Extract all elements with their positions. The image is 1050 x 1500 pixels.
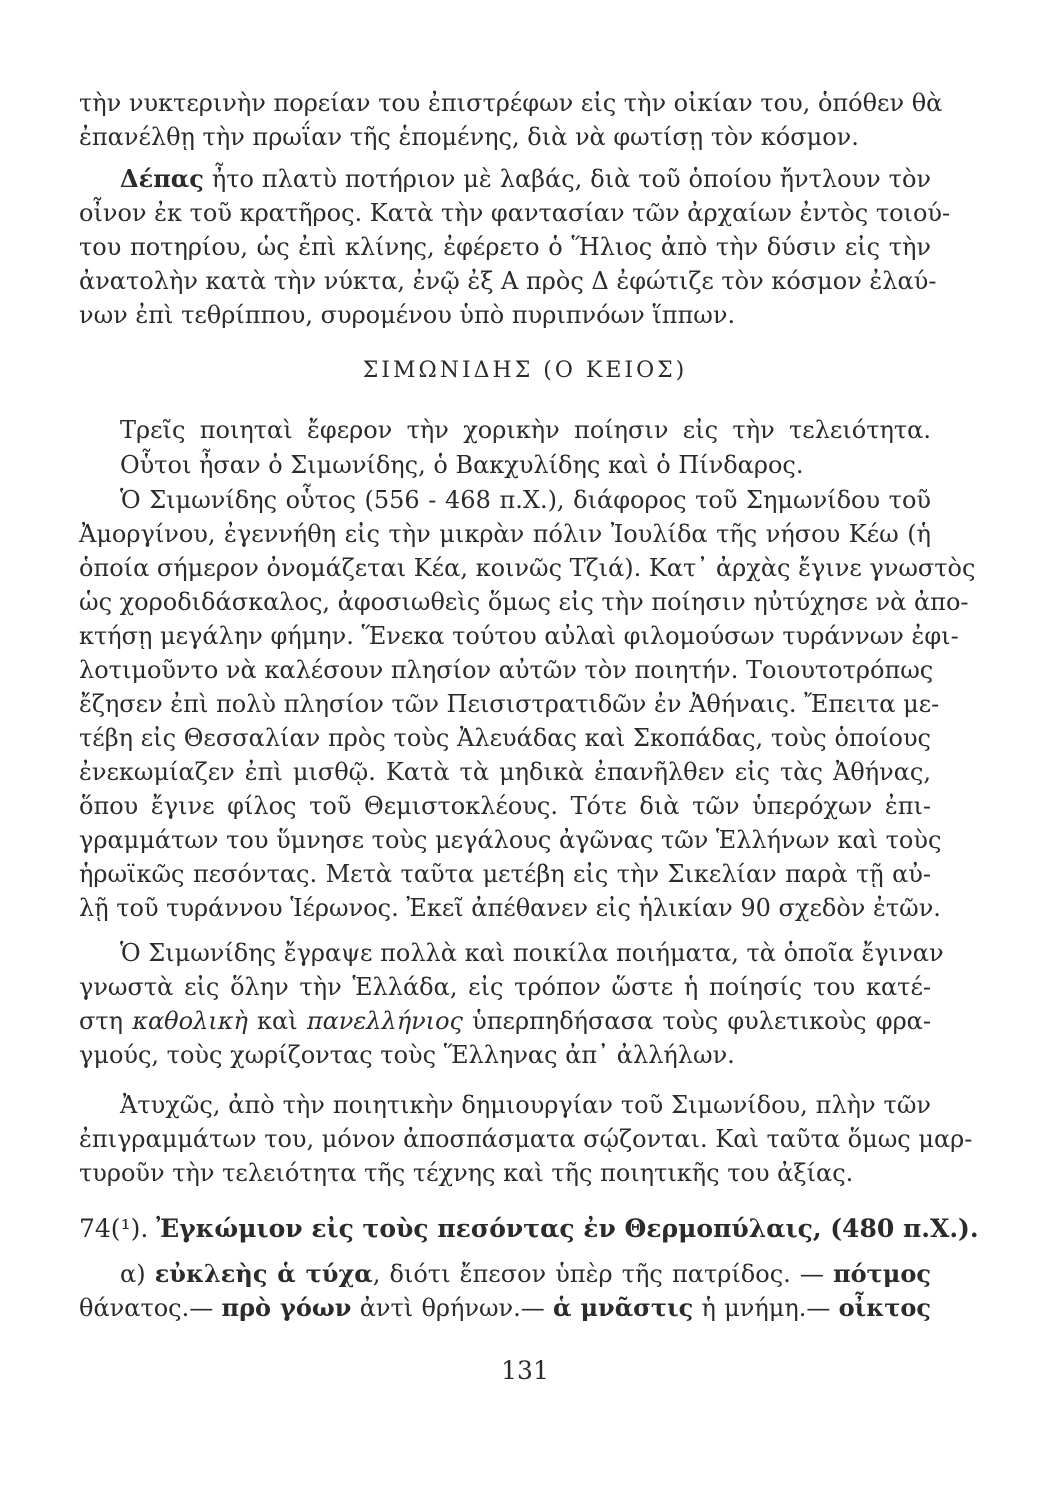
line-text: α) bbox=[120, 1260, 155, 1288]
line-text: Τρεῖς ποιηταὶ ἔφερον τὴν χορικὴν ποίησιν εἰς τὴν τελειότητα. bbox=[120, 416, 931, 444]
line-text: ἀνατολὴν κατὰ τὴν νύκτα, ἐνῷ ἐξ Α πρὸς Δ ἐφώτιζε τὸν κόσμον ἐλαύ- bbox=[79, 267, 937, 295]
line-text: ἡρωϊκῶς πεσόντας. Μετὰ ταῦτα μετέβη εἰς τὴν Σικελίαν παρὰ τῇ αὐ- bbox=[79, 860, 931, 888]
bold-term: πρὸ γόων bbox=[221, 1293, 352, 1322]
line-text: ἦτο πλατὺ ποτήριον μὲ λαβάς, διὰ τοῦ ὁποίου ἤντλουν τὸν bbox=[203, 165, 931, 193]
text-line bbox=[120, 936, 944, 970]
line-text: ὅπου ἔγινε φίλος τοῦ Θεμιστοκλέους. Τότε διὰ τῶν ὑπερόχων ἐπι- bbox=[79, 792, 931, 820]
line-text: κτήσῃ μεγάλην φήμην. Ἕνεκα τούτου αὐλαὶ φιλομούσων τυράννων ἐφι- bbox=[79, 622, 959, 650]
text-line bbox=[79, 230, 931, 264]
text-line bbox=[79, 120, 931, 154]
bold-term: ἁ μνᾶστις bbox=[553, 1293, 694, 1322]
line-text: τὴν νυκτερινὴν πορείαν του ἐπιστρέφων εἰς τὴν οἰκίαν του, ὁπόθεν θὰ bbox=[79, 89, 943, 117]
line-text: τυροῦν τὴν τελειότητα τῆς τέχνης καὶ τῆς ποιητικῆς του ἀξίας. bbox=[79, 1159, 854, 1187]
line-text: Ὁ Σιμωνίδης ἔγραψε πολλὰ καὶ ποικίλα ποιήματα, τὰ ὁποῖα ἔγιναν bbox=[120, 939, 944, 967]
text-line bbox=[79, 823, 942, 857]
text-line bbox=[79, 551, 976, 585]
page-number: 131 bbox=[501, 1356, 549, 1385]
text-line bbox=[79, 619, 959, 653]
bold-term: Δέπας bbox=[120, 164, 204, 193]
section-heading bbox=[0, 354, 1050, 388]
line-text: ΣΙΜΩΝΙΔΗΣ (Ο ΚΕΙΟΣ) bbox=[362, 358, 688, 383]
text-line bbox=[79, 653, 934, 687]
line-text: ἐνεκωμίαζεν ἐπὶ μισθῷ. Κατὰ τὰ μηδικὰ ἐπανῆλθεν εἰς τὰς Ἀθήνας, bbox=[79, 758, 931, 786]
line-text: στη bbox=[79, 1007, 133, 1035]
text-line bbox=[79, 789, 931, 823]
text-line bbox=[79, 970, 931, 1004]
line-text: ὁποία σήμερον ὀνομάζεται Κέα, κοινῶς Τζιά). Κατ᾽ ἀρχὰς ἔγινε γνωστὸς bbox=[79, 554, 976, 582]
text-line bbox=[79, 86, 943, 120]
line-text: γμούς, τοὺς χωρίζοντας τοὺς Ἕλληνας ἀπ᾽ ἀλλήλων. bbox=[79, 1041, 735, 1069]
line-text: θάνατος.— bbox=[79, 1294, 222, 1322]
text-line bbox=[120, 448, 931, 482]
text-line bbox=[79, 857, 931, 891]
line-text: λῇ τοῦ τυράννου Ἱέρωνος. Ἐκεῖ ἀπέθανεν εἰς ἡλικίαν 90 σχεδὸν ἐτῶν. bbox=[79, 894, 941, 922]
line-text: γνωστὰ εἰς ὅλην τὴν Ἑλλάδα, εἰς τρόπον ὥστε ἡ ποίησίς του κατέ- bbox=[79, 973, 931, 1001]
line-text: ἡ μνήμη.— bbox=[693, 1294, 839, 1322]
bold-term: πότμος bbox=[833, 1259, 931, 1288]
text-line bbox=[79, 517, 931, 551]
bold-term: εὐκλεὴς ἁ τύχα bbox=[154, 1259, 373, 1288]
line-text: λοτιμοῦντο νὰ καλέσουν πλησίον αὐτῶν τὸν ποιητήν. Τοιουτοτρόπως bbox=[79, 656, 934, 684]
text-line bbox=[79, 585, 969, 619]
text-line bbox=[79, 196, 951, 230]
text-line bbox=[79, 1156, 931, 1190]
text-line bbox=[79, 1038, 931, 1072]
line-text: ὑπερπηδήσασα τοὺς φυλετικοὺς φρα- bbox=[462, 1007, 931, 1035]
bold-term: Ἐγκώμιον εἰς τοὺς πεσόντας ἐν Θερμοπύλαις, (480 π.Χ.). bbox=[156, 1214, 979, 1243]
line-text: ἐπανέλθῃ τὴν πρωΐαν τῆς ἑπομένης, διὰ νὰ φωτίσῃ τὸν κόσμον. bbox=[79, 123, 859, 151]
text-line bbox=[79, 1291, 931, 1325]
line-text: Ἀτυχῶς, ἀπὸ τὴν ποιητικὴν δημιουργίαν τοῦ Σιμωνίδου, πλὴν τῶν bbox=[120, 1091, 931, 1119]
line-text: 74(¹). bbox=[79, 1214, 157, 1243]
line-text: νων ἐπὶ τεθρίππου, συρομένου ὑπὸ πυριπνόων ἵππων. bbox=[79, 301, 736, 329]
text-line bbox=[120, 413, 931, 447]
line-text: ὡς χοροδιδάσκαλος, ἀφοσιωθεὶς ὅμως εἰς τὴν ποίησιν ηὐτύχησε νὰ ἀπο- bbox=[79, 588, 969, 616]
text-line bbox=[79, 264, 937, 298]
line-text: ἔζησεν ἐπὶ πολὺ πλησίον τῶν Πεισιστρατιδῶν ἐν Ἀθήναις. Ἔπειτα με- bbox=[79, 690, 940, 718]
line-text: Ἀμοργίνου, ἐγεννήθη εἰς τὴν μικρὰν πόλιν Ἰουλίδα τῆς νήσου Κέω (ἡ bbox=[79, 520, 931, 548]
text-line bbox=[120, 1257, 931, 1291]
fragment-heading bbox=[79, 1212, 979, 1246]
line-text: Οὗτοι ἦσαν ὁ Σιμωνίδης, ὁ Βακχυλίδης καὶ ὁ Πίνδαρος. bbox=[120, 451, 804, 479]
text-line bbox=[79, 1122, 973, 1156]
text-line bbox=[79, 755, 931, 789]
text-line bbox=[79, 687, 940, 721]
line-text: καὶ bbox=[247, 1007, 307, 1035]
line-text: ἀντὶ θρήνων.— bbox=[351, 1294, 554, 1322]
italic-term: καθολικὴ bbox=[132, 1007, 248, 1035]
line-text: , διότι ἔπεσον ὑπὲρ τῆς πατρίδος. — bbox=[372, 1260, 834, 1288]
text-line bbox=[120, 483, 931, 517]
text-line bbox=[79, 891, 941, 925]
text-line bbox=[120, 162, 931, 196]
line-text: ἐπιγραμμάτων του, μόνον ἀποσπάσματα σῴζονται. Καὶ ταῦτα ὅμως μαρ- bbox=[79, 1125, 973, 1153]
line-text: οἶνον ἐκ τοῦ κρατῆρος. Κατὰ τὴν φαντασίαν τῶν ἀρχαίων ἐντὸς τοιού- bbox=[79, 199, 951, 227]
text-line bbox=[120, 1088, 931, 1122]
italic-term: πανελλήνιος bbox=[306, 1007, 463, 1035]
text-line bbox=[79, 298, 931, 332]
line-text: του ποτηρίου, ὡς ἐπὶ κλίνης, ἐφέρετο ὁ Ἥλιος ἀπὸ τὴν δύσιν εἰς τὴν bbox=[79, 233, 931, 261]
line-text: τέβη εἰς Θεσσαλίαν πρὸς τοὺς Ἀλευάδας καὶ Σκοπάδας, τοὺς ὁποίους bbox=[79, 724, 931, 752]
text-line bbox=[79, 721, 931, 755]
bold-term: οἶκτος bbox=[838, 1293, 932, 1322]
text-line bbox=[79, 1004, 931, 1038]
line-text: Ὁ Σιμωνίδης οὗτος (556 - 468 π.Χ.), διάφορος τοῦ Σημωνίδου τοῦ bbox=[120, 486, 931, 514]
line-text: γραμμάτων του ὕμνησε τοὺς μεγάλους ἀγῶνας τῶν Ἑλλήνων καὶ τοὺς bbox=[79, 826, 942, 854]
